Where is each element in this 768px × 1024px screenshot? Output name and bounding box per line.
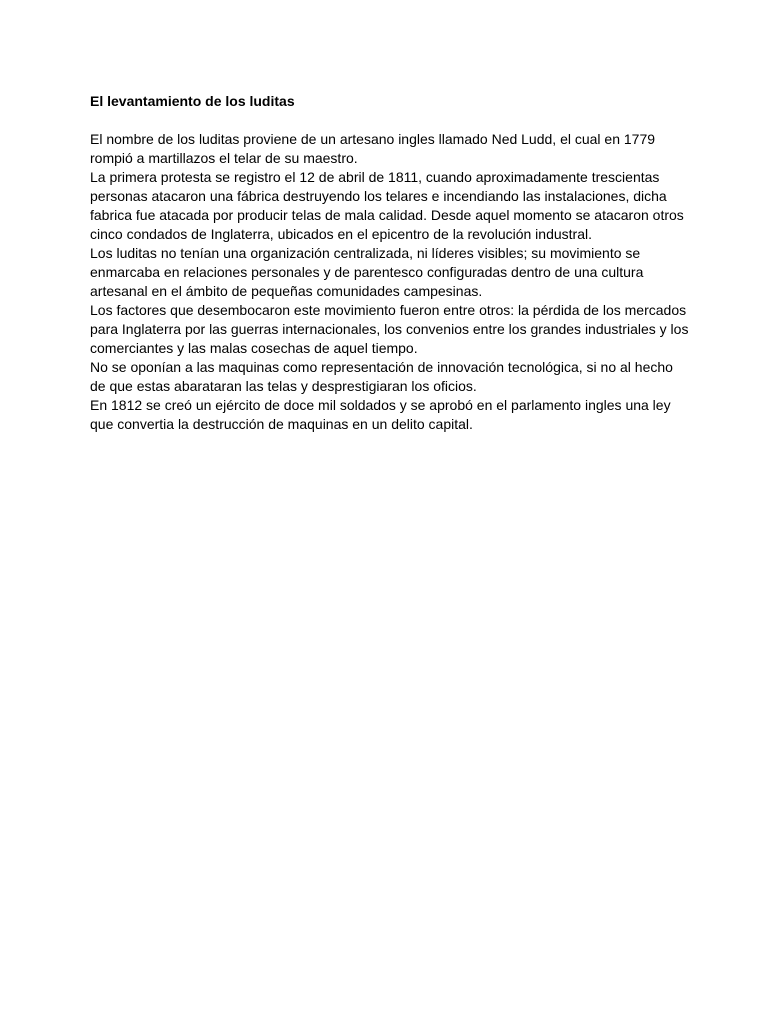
paragraph-1: El nombre de los luditas proviene de un artesano ingles llamado Ned Ludd, el cual en 1779 rompió a martillazos el telar de su maestro. [90, 131, 656, 166]
document-title: El levantamiento de los luditas [90, 93, 295, 109]
paragraph-6: En 1812 se creó un ejército de doce mil soldados y se aprobó en el parlamento ingles una ley que convertia la destrucción de maquinas en un delito capital. [90, 397, 671, 432]
paragraph-5: No se oponían a las maquinas como representación de innovación tecnológica, si no al hecho de que estas abarataran las telas y desprestigiaran los oficios. [90, 359, 673, 394]
document-page [90, 92, 690, 434]
paragraph-2: La primera protesta se registro el 12 de abril de 1811, cuando aproximadamente trescientas personas atacaron una fábrica destruyendo los telares e incendiando las instalaciones, dicha fabrica fue atacada por producir telas de mala calidad. Desde aquel momento se atacaron otros cinco condados de Inglaterra, ubicados en el epicentro de la revolución industral. [90, 169, 684, 242]
paragraph-3: Los luditas no tenían una organización centralizada, ni líderes visibles; su movimiento se enmarcaba en relaciones personales y de parentesco configuradas dentro de una cultura artesanal en el ámbito de pequeñas comunidades campesinas. [90, 245, 644, 299]
paragraph-4: Los factores que desembocaron este movimiento fueron entre otros: la pérdida de los mercados para Inglaterra por las guerras internacionales, los convenios entre los grandes industriales y los comerciantes y las malas cosechas de aquel tiempo. [90, 302, 689, 356]
